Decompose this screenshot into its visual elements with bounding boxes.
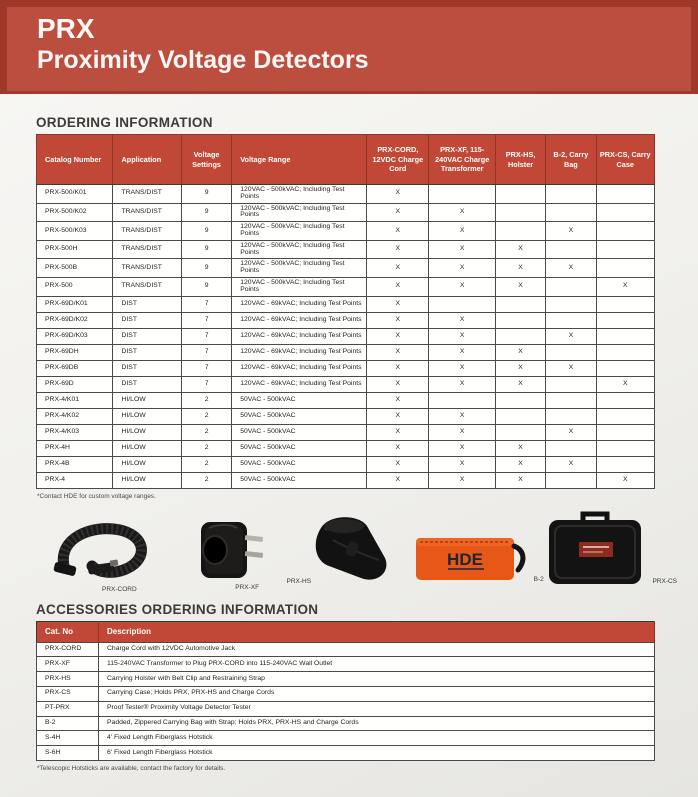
ordering-table-row (37, 376, 655, 392)
accessories-cell-cat: PRX-XF (37, 657, 99, 672)
ordering-cell-catalog: PRX-4B (37, 456, 113, 472)
ordering-cell-xf: X (429, 456, 495, 472)
ordering-cell-range: 120VAC - 69kVAC; Including Test Points (232, 376, 367, 392)
ordering-cell-hs (495, 296, 545, 312)
ordering-cell-cord: X (367, 277, 429, 296)
ordering-cell-cs: X (596, 277, 654, 296)
ordering-cell-settings: 2 (181, 392, 231, 408)
ordering-cell-xf: X (429, 240, 495, 259)
ordering-cell-catalog: PRX-500/K03 (37, 222, 113, 241)
ordering-cell-cs (596, 424, 654, 440)
ordering-cell-hs (495, 408, 545, 424)
ordering-cell-settings: 7 (181, 376, 231, 392)
ordering-cell-settings: 2 (181, 408, 231, 424)
ordering-cell-hs (495, 312, 545, 328)
ordering-cell-xf: X (429, 259, 495, 278)
ordering-cell-application: DIST (113, 376, 181, 392)
ordering-table-row (37, 344, 655, 360)
ordering-cell-hs: X (495, 376, 545, 392)
ordering-cell-application: HI/LOW (113, 440, 181, 456)
ordering-cell-cs (596, 408, 654, 424)
ordering-cell-b2 (546, 277, 596, 296)
accessories-footnote: *Telescopic Hotsticks are available, contact the factory for details. (37, 764, 226, 772)
ordering-cell-settings: 2 (181, 440, 231, 456)
ordering-cell-range: 50VAC - 500kVAC (232, 456, 367, 472)
ordering-cell-application: TRANS/DIST (113, 222, 181, 241)
ordering-cell-application: DIST (113, 344, 181, 360)
ordering-cell-xf: X (429, 203, 495, 222)
ordering-cell-cs (596, 240, 654, 259)
ordering-cell-application: DIST (113, 328, 181, 344)
ordering-cell-cord: X (367, 240, 429, 259)
ordering-cell-cord: X (367, 328, 429, 344)
prx-cord-label: PRX-CORD (102, 585, 137, 593)
ordering-cell-b2 (546, 376, 596, 392)
ordering-cell-xf: X (429, 424, 495, 440)
ordering-cell-settings: 9 (181, 277, 231, 296)
ordering-cell-application: DIST (113, 312, 181, 328)
ordering-cell-application: HI/LOW (113, 408, 181, 424)
accessories-cell-desc: Carrying Case; Holds PRX, PRX-HS and Charge Cords (99, 686, 655, 701)
ordering-cell-catalog: PRX-500B (37, 259, 113, 278)
ordering-cell-application: DIST (113, 360, 181, 376)
ordering-cell-catalog: PRX-4/K03 (37, 424, 113, 440)
ordering-cell-catalog: PRX-500/K02 (37, 203, 113, 222)
ordering-cell-range: 120VAC - 500kVAC; Including Test Points (232, 203, 367, 222)
ordering-cell-hs: X (495, 472, 545, 488)
ordering-cell-settings: 7 (181, 312, 231, 328)
ordering-cell-application: HI/LOW (113, 456, 181, 472)
ordering-cell-application: HI/LOW (113, 424, 181, 440)
accessories-table-row (37, 716, 655, 731)
ordering-cell-settings: 2 (181, 456, 231, 472)
ordering-cell-b2: X (546, 328, 596, 344)
ordering-cell-hs: X (495, 277, 545, 296)
ordering-cell-xf: X (429, 360, 495, 376)
ordering-cell-b2 (546, 312, 596, 328)
accessories-cell-desc: Proof Tester® Proximity Voltage Detector Tester (99, 701, 655, 716)
ordering-information-heading: ORDERING INFORMATION (36, 115, 213, 130)
ordering-cell-b2: X (546, 424, 596, 440)
ordering-cell-cord: X (367, 408, 429, 424)
ordering-cell-settings: 9 (181, 222, 231, 241)
accessories-cell-desc: Carrying Holster with Belt Clip and Restraining Strap (99, 672, 655, 687)
ordering-cell-hs (495, 392, 545, 408)
ordering-cell-cs (596, 203, 654, 222)
accessories-column-header: Description (99, 621, 655, 642)
ordering-column-header: Voltage Range (232, 135, 367, 185)
accessories-table-body (37, 642, 655, 760)
ordering-cell-settings: 9 (181, 259, 231, 278)
accessories-cell-desc: Charge Cord with 12VDC Automotive Jack (99, 642, 655, 657)
accessories-cell-cat: PT-PRX (37, 701, 99, 716)
ordering-cell-range: 120VAC - 500kVAC; Including Test Points (232, 259, 367, 278)
ordering-cell-cs (596, 312, 654, 328)
ordering-table-row (37, 392, 655, 408)
ordering-cell-settings: 2 (181, 424, 231, 440)
ordering-table-row (37, 440, 655, 456)
ordering-cell-b2 (546, 296, 596, 312)
ordering-cell-xf (429, 296, 495, 312)
prx-cord-photo (40, 516, 172, 593)
ordering-cell-hs (495, 203, 545, 222)
accessories-table (36, 621, 655, 761)
ordering-table-row (37, 472, 655, 488)
ordering-cell-b2 (546, 408, 596, 424)
ordering-table (36, 134, 655, 489)
ordering-table-row (37, 296, 655, 312)
ordering-cell-range: 120VAC - 69kVAC; Including Test Points (232, 328, 367, 344)
ordering-cell-catalog: PRX-4/K02 (37, 408, 113, 424)
b-2-label: B-2 (533, 575, 544, 583)
ordering-cell-application: TRANS/DIST (113, 203, 181, 222)
ordering-cell-hs: X (495, 344, 545, 360)
ordering-cell-cs (596, 185, 654, 204)
ordering-column-header: Application (113, 135, 181, 185)
ordering-cell-catalog: PRX-69D (37, 376, 113, 392)
accessories-table-row (37, 731, 655, 746)
accessories-cell-cat: PRX-HS (37, 672, 99, 687)
ordering-column-header: Voltage Settings (181, 135, 231, 185)
ordering-cell-xf: X (429, 277, 495, 296)
ordering-cell-xf: X (429, 408, 495, 424)
ordering-cell-cord: X (367, 392, 429, 408)
ordering-cell-catalog: PRX-69DH (37, 344, 113, 360)
accessories-cell-desc: 4' Fixed Length Fiberglass Hotstick (99, 731, 655, 746)
carry-case-image (539, 508, 651, 588)
accessories-cell-desc: Padded, Zippered Carrying Bag with Strap; Holds PRX, PRX-HS and Charge Cords (99, 716, 655, 731)
accessories-table-wrap (36, 621, 655, 761)
header-banner (0, 0, 698, 94)
ordering-cell-xf: X (429, 472, 495, 488)
ordering-cell-cord: X (367, 424, 429, 440)
ordering-cell-range: 50VAC - 500kVAC (232, 408, 367, 424)
prx-cs-label: PRX-CS (652, 577, 677, 585)
ordering-cell-cord: X (367, 185, 429, 204)
accessories-cell-desc: 115-240VAC Transformer to Plug PRX-CORD into 115-240VAC Wall Outlet (99, 657, 655, 672)
ordering-cell-xf (429, 392, 495, 408)
accessories-table-row (37, 686, 655, 701)
prx-hs-label: PRX-HS (286, 577, 312, 585)
ordering-cell-application: TRANS/DIST (113, 259, 181, 278)
ordering-cell-cs (596, 344, 654, 360)
ordering-cell-xf: X (429, 344, 495, 360)
ordering-cell-catalog: PRX-500/K01 (37, 185, 113, 204)
ordering-cell-b2: X (546, 456, 596, 472)
ordering-cell-range: 120VAC - 69kVAC; Including Test Points (232, 296, 367, 312)
ordering-cell-b2 (546, 344, 596, 360)
ordering-table-row (37, 203, 655, 222)
ordering-cell-cord: X (367, 203, 429, 222)
ordering-cell-application: TRANS/DIST (113, 277, 181, 296)
ordering-cell-hs: X (495, 360, 545, 376)
ordering-cell-application: HI/LOW (113, 392, 181, 408)
ordering-cell-range: 50VAC - 500kVAC (232, 472, 367, 488)
ordering-table-header (37, 135, 655, 185)
accessories-cell-cat: S-4H (37, 731, 99, 746)
ordering-table-row (37, 424, 655, 440)
ordering-column-header: PRX-CS, Carry Case (596, 135, 654, 185)
product-images-row (40, 509, 677, 593)
page-subtitle: Proximity Voltage Detectors (37, 45, 369, 74)
ordering-cell-range: 120VAC - 500kVAC; Including Test Points (232, 277, 367, 296)
ordering-cell-cs (596, 392, 654, 408)
ordering-cell-hs: X (495, 440, 545, 456)
ordering-cell-catalog: PRX-69D/K03 (37, 328, 113, 344)
ordering-column-header: Catalog Number (37, 135, 113, 185)
ordering-cell-settings: 9 (181, 203, 231, 222)
ordering-cell-cord: X (367, 222, 429, 241)
accessories-cell-cat: PRX-CORD (37, 642, 99, 657)
ordering-cell-application: HI/LOW (113, 472, 181, 488)
accessories-table-row (37, 672, 655, 687)
ordering-cell-b2 (546, 185, 596, 204)
ordering-cell-catalog: PRX-69D/K01 (37, 296, 113, 312)
ordering-column-header: B-2, Carry Bag (546, 135, 596, 185)
ordering-cell-xf: X (429, 222, 495, 241)
ordering-cell-settings: 9 (181, 240, 231, 259)
accessories-table-row (37, 701, 655, 716)
page-body (0, 94, 698, 772)
accessories-cell-desc: 6' Fixed Length Fiberglass Hotstick (99, 746, 655, 761)
ordering-table-row (37, 185, 655, 204)
ordering-cell-b2: X (546, 222, 596, 241)
ordering-cell-hs: X (495, 240, 545, 259)
ordering-cell-settings: 7 (181, 296, 231, 312)
ordering-cell-application: TRANS/DIST (113, 185, 181, 204)
ordering-cell-cord: X (367, 296, 429, 312)
prx-cs-photo (539, 508, 677, 593)
ordering-cell-cs (596, 440, 654, 456)
ordering-column-header: PRX-HS, Holster (495, 135, 545, 185)
ordering-cell-cs (596, 328, 654, 344)
holster-image (287, 512, 399, 588)
ordering-cell-range: 120VAC - 69kVAC; Including Test Points (232, 344, 367, 360)
ordering-cell-hs: X (495, 456, 545, 472)
ordering-table-row (37, 408, 655, 424)
ordering-cell-cord: X (367, 344, 429, 360)
ordering-cell-range: 120VAC - 500kVAC; Including Test Points (232, 222, 367, 241)
ordering-cell-hs: X (495, 259, 545, 278)
ordering-cell-b2 (546, 240, 596, 259)
ordering-cell-application: DIST (113, 296, 181, 312)
ordering-table-row (37, 222, 655, 241)
ordering-cell-catalog: PRX-4 (37, 472, 113, 488)
prx-xf-photo (183, 512, 275, 593)
accessories-cell-cat: B-2 (37, 716, 99, 731)
ordering-cell-range: 120VAC - 69kVAC; Including Test Points (232, 360, 367, 376)
ordering-cell-settings: 7 (181, 360, 231, 376)
ordering-cell-hs (495, 222, 545, 241)
ordering-cell-range: 50VAC - 500kVAC (232, 440, 367, 456)
ordering-cell-cs (596, 222, 654, 241)
ordering-cell-b2 (546, 392, 596, 408)
ordering-cell-cs: X (596, 472, 654, 488)
ordering-cell-settings: 2 (181, 472, 231, 488)
ordering-cell-cord: X (367, 376, 429, 392)
bag-logo-text: HDE (446, 549, 483, 569)
ordering-cell-catalog: PRX-4H (37, 440, 113, 456)
ordering-cell-application: TRANS/DIST (113, 240, 181, 259)
ordering-cell-hs (495, 424, 545, 440)
ordering-cell-range: 50VAC - 500kVAC (232, 392, 367, 408)
ordering-cell-cord: X (367, 440, 429, 456)
ordering-cell-range: 120VAC - 500kVAC; Including Test Points (232, 240, 367, 259)
prx-hs-photo (287, 512, 399, 593)
ordering-cell-range: 120VAC - 69kVAC; Including Test Points (232, 312, 367, 328)
accessories-ordering-heading: ACCESSORIES ORDERING INFORMATION (36, 601, 319, 617)
ordering-cell-cord: X (367, 312, 429, 328)
ordering-table-row (37, 360, 655, 376)
accessories-table-row (37, 746, 655, 761)
ordering-table-row (37, 328, 655, 344)
ordering-cell-xf: X (429, 312, 495, 328)
ordering-cell-cord: X (367, 259, 429, 278)
ordering-cell-cord: X (367, 456, 429, 472)
page-title: PRX (37, 13, 95, 44)
ordering-cell-b2 (546, 440, 596, 456)
ordering-cell-cord: X (367, 360, 429, 376)
ordering-table-body (37, 185, 655, 489)
ordering-cell-cs: X (596, 376, 654, 392)
ordering-cell-catalog: PRX-69DB (37, 360, 113, 376)
ordering-cell-b2: X (546, 259, 596, 278)
coiled-cord-image (40, 516, 172, 588)
carry-bag-image (410, 526, 528, 588)
ordering-cell-hs (495, 185, 545, 204)
accessories-header-row (37, 621, 655, 642)
ordering-cell-range: 120VAC - 500kVAC; Including Test Points (232, 185, 367, 204)
accessories-cell-cat: S-6H (37, 746, 99, 761)
ordering-cell-range: 50VAC - 500kVAC (232, 424, 367, 440)
ordering-cell-settings: 7 (181, 328, 231, 344)
ordering-cell-xf (429, 185, 495, 204)
ordering-cell-cs (596, 296, 654, 312)
accessories-table-row (37, 642, 655, 657)
ordering-cell-cord: X (367, 472, 429, 488)
accessories-table-header (37, 621, 655, 642)
ordering-cell-catalog: PRX-500 (37, 277, 113, 296)
ordering-cell-b2 (546, 203, 596, 222)
ordering-cell-catalog: PRX-4/K01 (37, 392, 113, 408)
ordering-cell-b2 (546, 472, 596, 488)
ordering-cell-b2: X (546, 360, 596, 376)
ordering-cell-cs (596, 360, 654, 376)
prx-xf-label: PRX-XF (235, 583, 260, 591)
ordering-cell-xf: X (429, 328, 495, 344)
accessories-table-row (37, 657, 655, 672)
ordering-table-row (37, 277, 655, 296)
ordering-cell-hs (495, 328, 545, 344)
ordering-table-row (37, 259, 655, 278)
ordering-table-row (37, 240, 655, 259)
ordering-cell-catalog: PRX-69D/K02 (37, 312, 113, 328)
ordering-footnote: *Contact HDE for custom voltage ranges. (37, 492, 156, 500)
ordering-column-header: PRX-XF, 115-240VAC Charge Transformer (429, 135, 495, 185)
accessories-cell-cat: PRX-CS (37, 686, 99, 701)
ordering-cell-xf: X (429, 376, 495, 392)
ordering-cell-settings: 9 (181, 185, 231, 204)
transformer-image (183, 512, 275, 588)
ordering-cell-cs (596, 259, 654, 278)
ordering-cell-settings: 7 (181, 344, 231, 360)
ordering-table-row (37, 312, 655, 328)
accessories-column-header: Cat. No (37, 621, 99, 642)
ordering-column-header: PRX-CORD, 12VDC Charge Cord (367, 135, 429, 185)
b-2-photo (410, 526, 544, 593)
ordering-cell-xf: X (429, 440, 495, 456)
ordering-cell-catalog: PRX-500H (37, 240, 113, 259)
ordering-header-row (37, 135, 655, 185)
ordering-table-row (37, 456, 655, 472)
ordering-cell-cs (596, 456, 654, 472)
